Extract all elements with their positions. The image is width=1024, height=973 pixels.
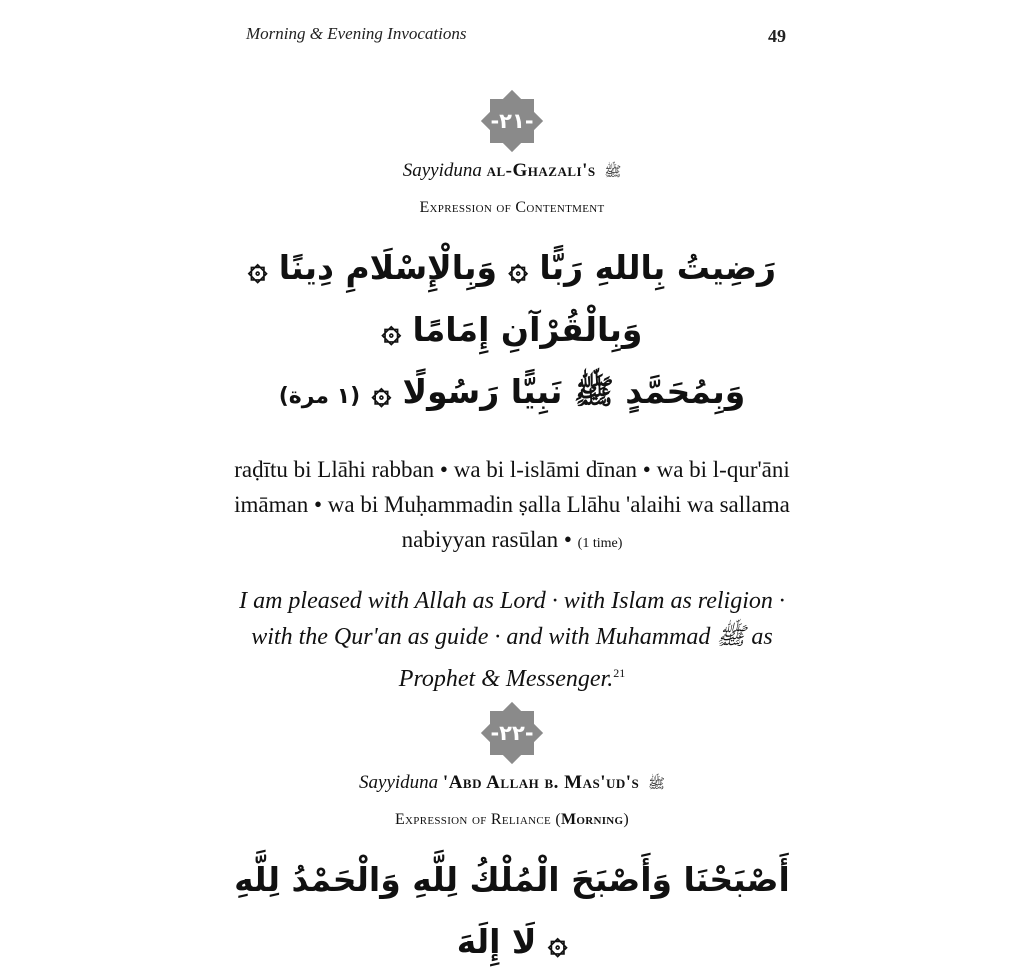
title-name: 'Abd Allah b. Mas'ud's (442, 772, 640, 793)
invocation-number: -٢٢- (490, 721, 534, 745)
transliteration-text: raḍītu bi Llāhi rabban • wa bi l-islāmi dīnan • wa bi l-qur'āni imāman • wa bi Muḥammadin ṣalla Llāhu 'alaihi wa sallama nabiyyan rasūlan • (234, 457, 790, 552)
subtitle-main: Expression of Reliance ( (394, 811, 561, 828)
arabic-line-1: أَصْبَحْنَا وَأَصْبَحَ الْمُلْكُ لِلَّهِ وَالْحَمْدُ لِلَّهِ ۞ لَا إِلَهَ (234, 860, 790, 961)
title-name: al-Ghazali's (486, 160, 596, 181)
invocation-subtitle: Expression of Contentment (419, 199, 605, 216)
footnote-marker: 21 (613, 666, 626, 680)
honorific-icon: ﷺ (604, 164, 622, 180)
title-prefix: Sayyiduna (359, 772, 439, 793)
invocation-21 (0, 90, 1024, 697)
translation (232, 583, 792, 697)
arabic-text (232, 849, 792, 973)
page-number: 49 (768, 26, 786, 46)
arabic-text (232, 237, 792, 428)
arabic-count: (١ مرة) (278, 384, 361, 409)
subtitle-end: ) (623, 811, 630, 828)
invocation-title (0, 160, 1024, 183)
invocation-subtitle (0, 811, 1024, 829)
honorific-icon: ﷺ (648, 776, 665, 792)
invocation-22 (0, 702, 1024, 973)
number-star-badge (481, 90, 543, 152)
invocation-title (0, 772, 1024, 795)
running-head: Morning & Evening Invocations (246, 24, 467, 43)
arabic-line-2: وَبِمُحَمَّدٍ ﷺ نَبِيًّا رَسُولًا ۞ (371, 372, 746, 411)
title-prefix: Sayyiduna (402, 160, 482, 181)
transliteration-count: (1 time) (577, 536, 623, 551)
arabic-line-1: رَضِيتُ بِاللهِ رَبًّا ۞ وَبِالْإِسْلَامِ دِينًا ۞ وَبِالْقُرْآنِ إِمَامًا ۞ (247, 248, 777, 349)
number-star-badge (481, 702, 543, 764)
translation-text: I am pleased with Allah as Lord · with Islam as religion · with the Qur'an as guide · and with Muhammad ﷺ as Prophet & Messenger. (239, 588, 785, 692)
invocation-number: -٢١- (490, 109, 534, 133)
transliteration (232, 452, 792, 561)
subtitle-bold: Morning (560, 811, 624, 828)
